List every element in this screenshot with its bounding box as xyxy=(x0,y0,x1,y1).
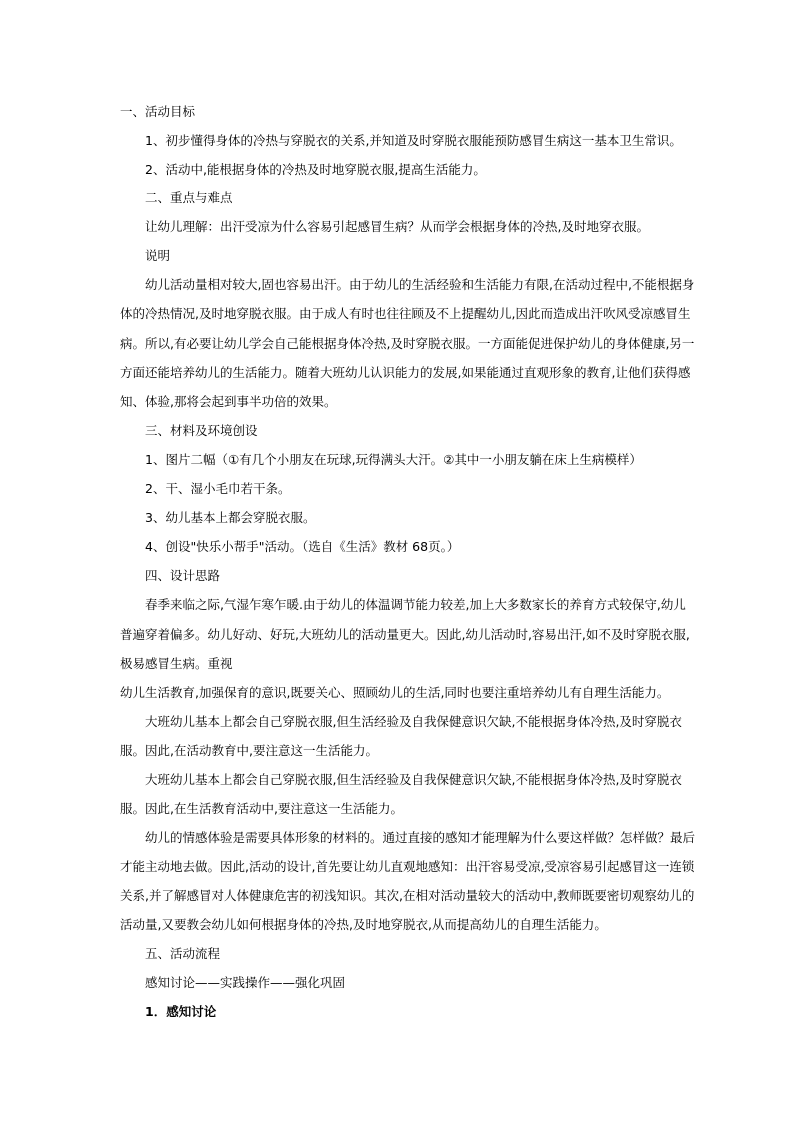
flow-summary: 感知讨论——实践操作——强化巩固 xyxy=(145,975,346,990)
material-item-3: 3、幼儿基本上都会穿脱衣服。 xyxy=(145,510,316,525)
design-line: 大班幼儿基本上都会自己穿脱衣服,但生活经验及自我保健意识欠缺,不能根据身体冷热,及时穿脱衣 xyxy=(145,714,682,729)
note-line: 体的冷热情况,及时地穿脱衣服。由于成人有时也往往顾及不上提醒幼儿,因此而造成出汗吹风受凉感冒生 xyxy=(120,306,691,321)
key-point-text: 让幼儿理解：出汗受凉为什么容易引起感冒生病？从而学会根据身体的冷热,及时地穿衣服。 xyxy=(145,219,649,234)
design-line: 关系,并了解感冒对人体健康危害的初浅知识。其次,在相对活动量较大的活动中,教师既要密切观察幼儿的 xyxy=(120,888,695,903)
note-line: 知、体验,那将会起到事半功倍的效果。 xyxy=(120,394,337,409)
material-item-4: 4、创设"快乐小帮手"活动。（选自《生活》教材 68页。） xyxy=(145,539,460,554)
note-line: 病。所以,有必要让幼儿学会自己能根据身体冷热,及时穿脱衣服。一方面能促进保护幼儿的身体健康,另一 xyxy=(120,336,695,351)
section-heading-design: 四、设计思路 xyxy=(145,568,221,583)
design-line: 服。因此,在活动教育中,要注意这一生活能力。 xyxy=(120,743,378,758)
goal-item-2: 2、活动中,能根据身体的冷热及时地穿脱衣服,提高生活能力。 xyxy=(145,162,486,177)
material-item-1: 1、图片二幅（①有几个小朋友在玩球,玩得满头大汗。②其中一小朋友躺在床上生病模样） xyxy=(145,452,642,467)
section-heading-key-points: 二、重点与难点 xyxy=(145,190,233,205)
section-heading-materials: 三、材料及环境创设 xyxy=(145,423,258,438)
material-item-2: 2、干、湿小毛巾若干条。 xyxy=(145,481,291,496)
design-line: 普遍穿着偏多。幼儿好动、好玩,大班幼儿的活动量更大。因此,幼儿活动时,容易出汗,如不及时穿脱衣服, xyxy=(120,627,690,642)
note-line: 方面还能培养幼儿的生活能力。随着大班幼儿认识能力的发展,如果能通过直观形象的教育,让他们获得感 xyxy=(120,365,691,380)
goal-item-1: 1、初步懂得身体的冷热与穿脱衣的关系,并知道及时穿脱衣服能预防感冒生病这一基本卫生常识。 xyxy=(145,133,682,148)
section-heading-flow: 五、活动流程 xyxy=(145,946,221,961)
design-line: 服。因此,在生活教育活动中,要注意这一生活能力。 xyxy=(120,801,403,816)
design-line: 才能主动地去做。因此,活动的设计,首先要让幼儿直观地感知：出汗容易受凉,受凉容易引起感冒这一连锁 xyxy=(120,859,695,874)
note-line: 幼儿活动量相对较大,固也容易出汗。由于幼儿的生活经验和生活能力有限,在活动过程中,不能根据身 xyxy=(145,277,695,292)
design-line: 幼儿的情感体验是需要具体形象的材料的。通过直接的感知才能理解为什么要这样做？怎样做？最后 xyxy=(145,830,696,845)
design-line: 幼儿生活教育,加强保育的意识,既要关心、照顾幼儿的生活,同时也要注重培养幼儿有自理生活能力。 xyxy=(120,685,670,700)
design-line: 春季来临之际,气湿乍寒乍暖.由于幼儿的体温调节能力较差,加上大多数家长的养育方式较保守,幼儿 xyxy=(145,597,686,612)
section-heading-goals: 一、活动目标 xyxy=(120,104,196,119)
design-line: 大班幼儿基本上都会自己穿脱衣服,但生活经验及自我保健意识欠缺,不能根据身体冷热,及时穿脱衣 xyxy=(145,772,682,787)
design-line: 活动量,又要教会幼儿如何根据身体的冷热,及时地穿脱衣,从而提高幼儿的自理生活能力。 xyxy=(120,917,607,932)
design-line: 极易感冒生病。重视 xyxy=(120,656,233,671)
note-heading: 说明 xyxy=(145,248,171,263)
flow-step-1: 1．感知讨论 xyxy=(145,1004,217,1019)
